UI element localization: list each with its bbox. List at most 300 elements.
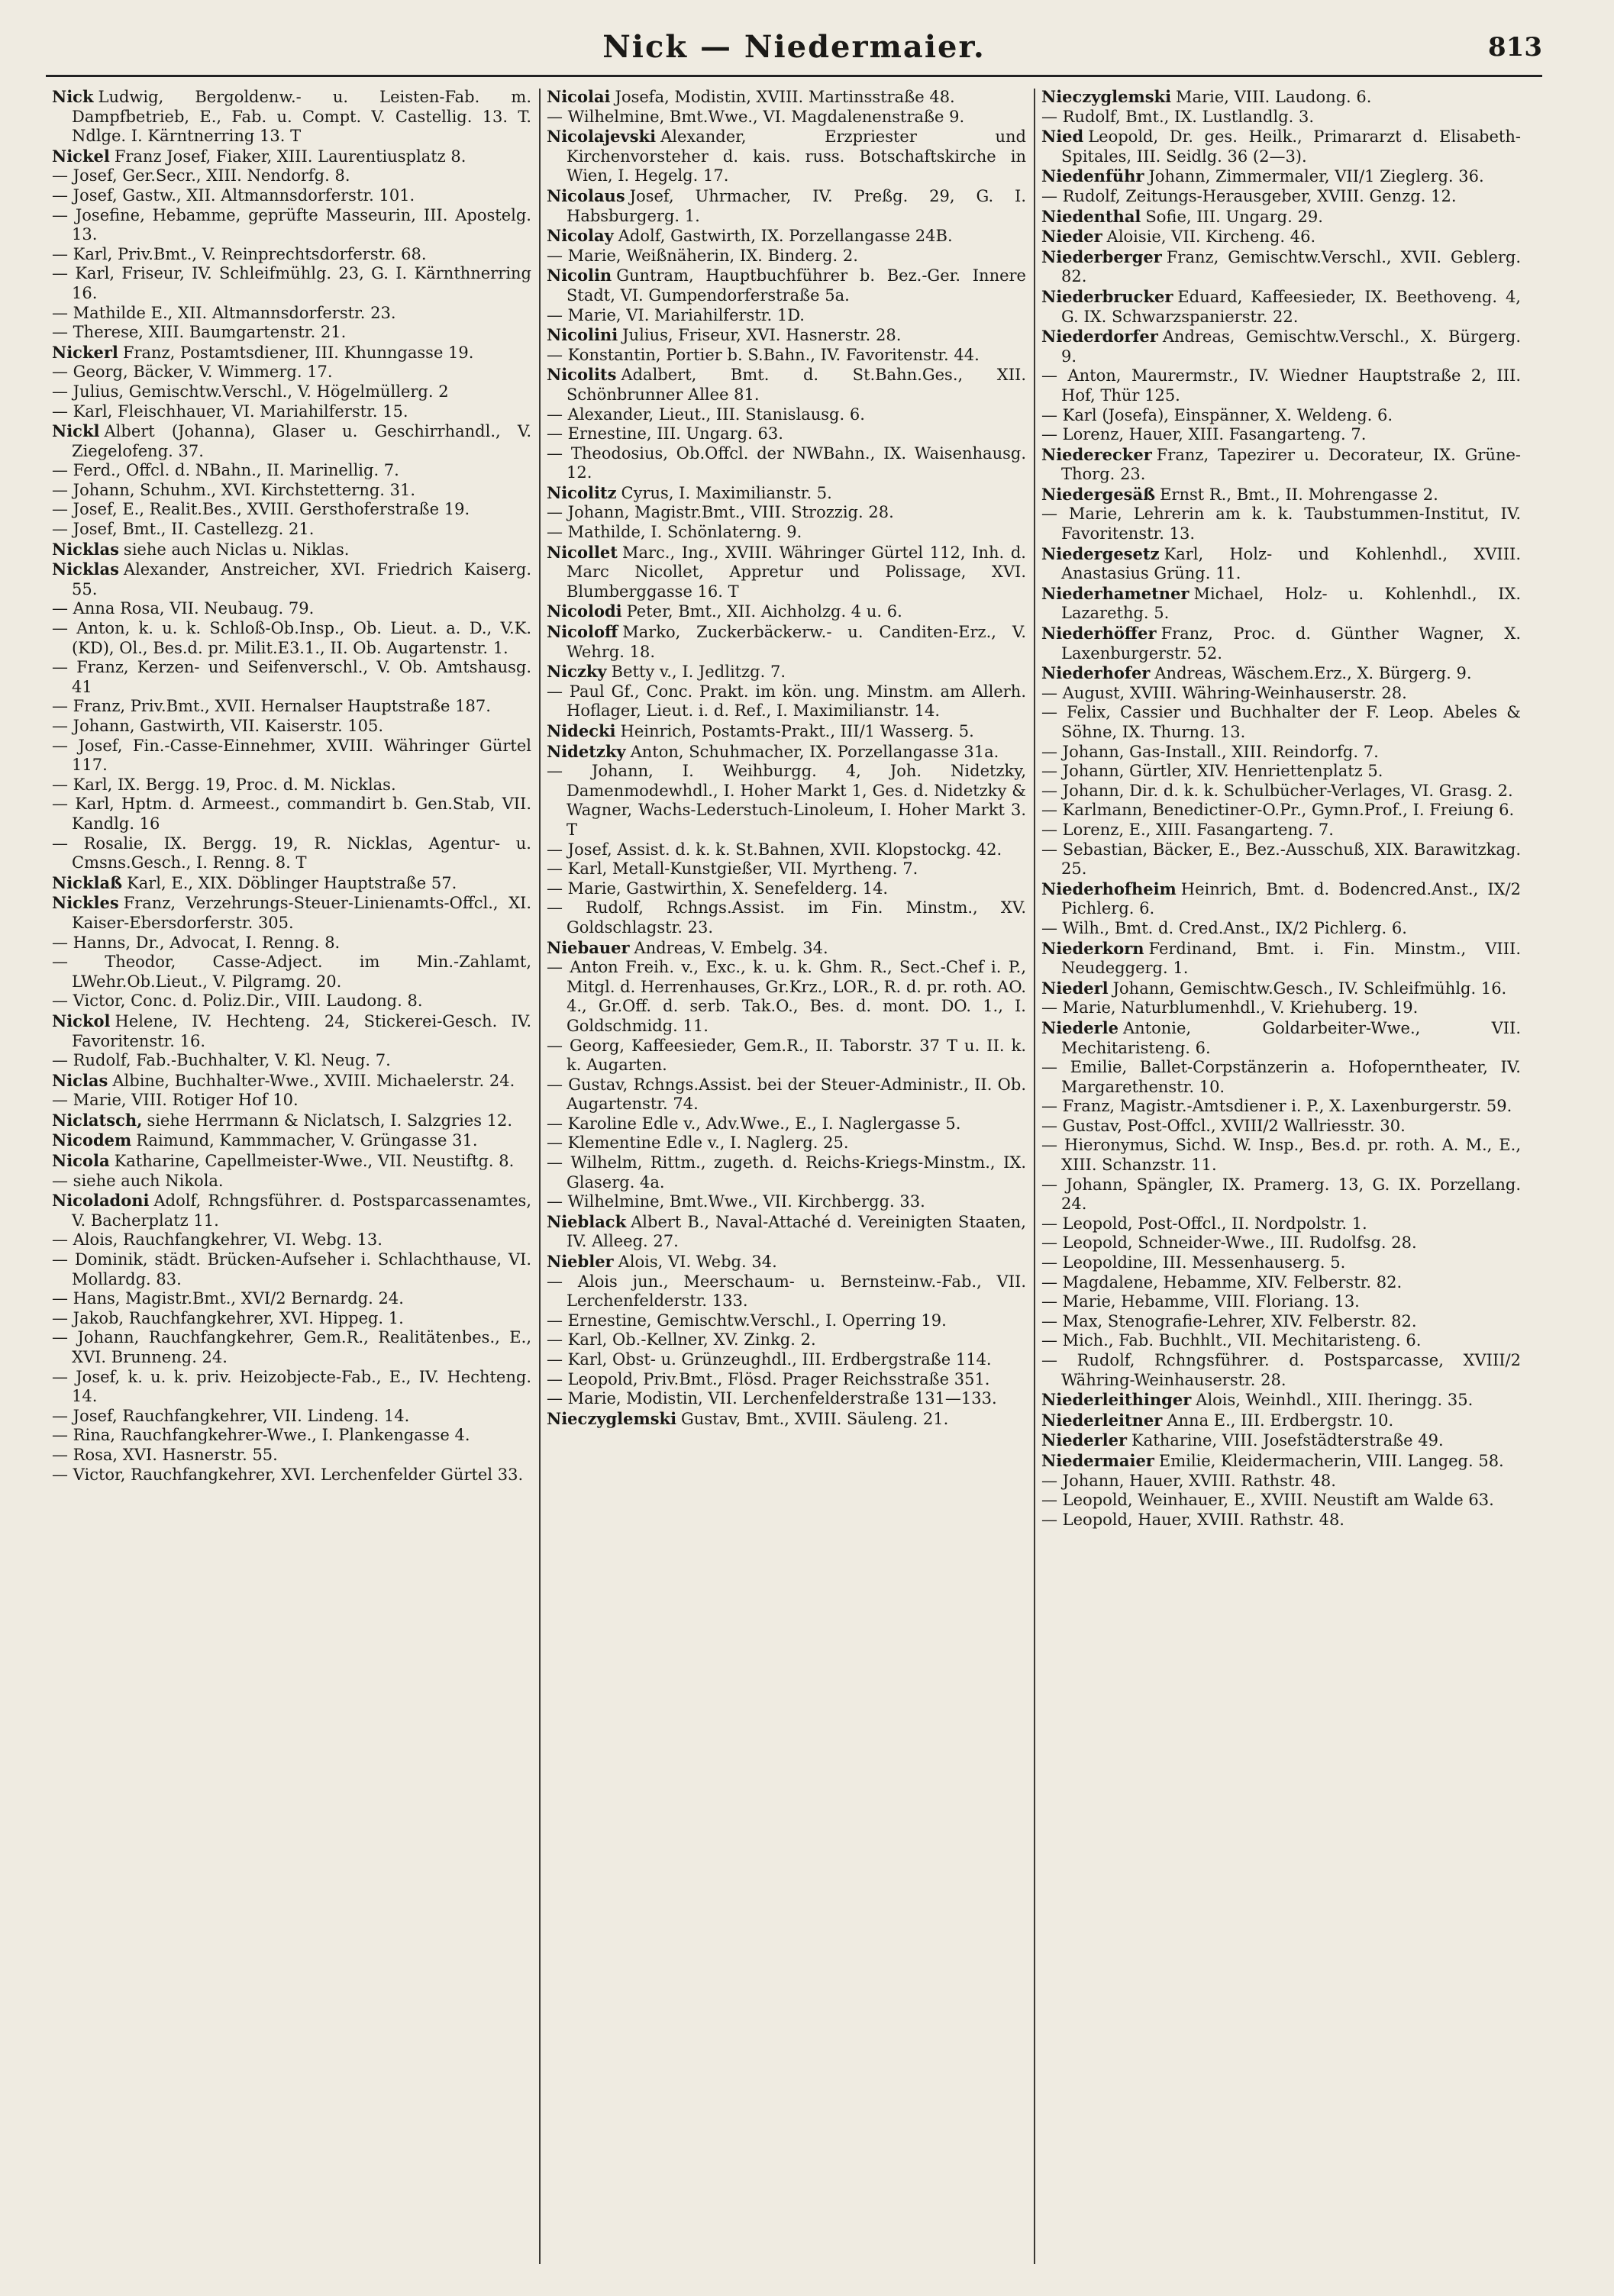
entry-details: — Theodosius, Ob.Offcl. der NWBahn., IX. Waisenhausg. 12. xyxy=(547,443,1026,482)
directory-entry xyxy=(52,599,531,619)
entry-details: siehe Herrmann & Niclatsch, I. Salzgries 12. xyxy=(147,1111,513,1130)
entry-surname: Nicolay xyxy=(547,226,614,246)
directory-entry xyxy=(52,658,531,697)
entry-details: Johann, Gemischtw.Gesch., IV. Schleifmühlg. 16. xyxy=(1112,979,1507,998)
entry-details: — Karl, Hptm. d. Armeest., commandirt b. Gen.Stab, VII. Kandlg. 16 xyxy=(52,795,531,833)
directory-entry xyxy=(1041,919,1521,939)
directory-entry xyxy=(52,1368,531,1407)
entry-details: — Marie, Hebamme, VIII. Floriang. 13. xyxy=(1041,1292,1360,1311)
entry-details: — Mathilde, I. Schönlaterng. 9. xyxy=(547,523,802,542)
entry-details: — Anna Rosa, VII. Neubaug. 79. xyxy=(52,599,315,618)
directory-entry xyxy=(1041,127,1521,166)
directory-entry xyxy=(52,87,531,147)
directory-entry xyxy=(547,266,1026,305)
entry-details: — Karl, Friseur, IV. Schleifmühlg. 23, G. I. Kärnthnerring 16. xyxy=(52,264,531,302)
entry-details: Franz, Verzehrungs-Steuer-Linienamts-Offcl., XI. Kaiser-Ebersdorferstr. 305. xyxy=(72,894,531,932)
entry-details: — Therese, XIII. Baumgartenstr. 21. xyxy=(52,323,347,342)
directory-entry xyxy=(52,363,531,382)
entry-details: — Wilh., Bmt. d. Cred.Anst., IX/2 Pichlerg. 6. xyxy=(1041,918,1407,937)
entry-details: — Karl, Fleischhauer, VI. Mariahilferstr. 15. xyxy=(52,401,408,421)
entry-details: Franz, Tapezirer u. Decorateur, IX. Grüne-Thorg. 23. xyxy=(1061,445,1521,484)
entry-surname: Nickel xyxy=(52,146,110,166)
entry-details: Heinrich, Postamts-Prakt., III/1 Wasserg. 5. xyxy=(620,722,974,740)
entry-details: Gustav, Bmt., XVIII. Säuleng. 21. xyxy=(681,1409,949,1428)
directory-entry xyxy=(52,421,531,461)
entry-details: — Marie, VIII. Rotiger Hof 10. xyxy=(52,1091,299,1110)
entry-details: — Marie, Gastwirthin, X. Senefelderg. 14. xyxy=(547,879,889,898)
directory-entry xyxy=(52,1051,531,1071)
entry-surname: Nickerl xyxy=(52,342,118,362)
entry-details: Peter, Bmt., XII. Aichholzg. 4 u. 6. xyxy=(626,602,902,621)
directory-entry xyxy=(52,737,531,776)
directory-entry xyxy=(52,1172,531,1192)
entry-details: Franz Josef, Fiaker, XIII. Laurentiusplatz 8. xyxy=(114,147,466,166)
entry-details: Heinrich, Bmt. d. Bodencred.Anst., IX/2 Pichlerg. 6. xyxy=(1061,879,1521,918)
directory-entry xyxy=(1041,998,1521,1018)
entry-details: — Emilie, Ballet-Corpstänzerin a. Hofoperntheater, IV. Margarethenstr. 10. xyxy=(1041,1058,1521,1096)
directory-entry xyxy=(1041,1273,1521,1293)
entry-details: — Marie, Lehrerin am k. k. Taubstummen-Institut, IV. Favoritenstr. 13. xyxy=(1041,505,1521,543)
directory-entry xyxy=(1041,782,1521,801)
entry-surname: Niebler xyxy=(547,1252,614,1272)
directory-entry xyxy=(547,1311,1026,1331)
directory-entry xyxy=(52,795,531,834)
entry-details: Sofie, III. Ungarg. 29. xyxy=(1145,207,1323,226)
directory-entry xyxy=(52,717,531,737)
entry-details: — Wilhelm, Rittm., zugeth. d. Reichs-Kriegs-Minstm., IX. Glaserg. 4a. xyxy=(547,1153,1026,1192)
directory-entry xyxy=(52,992,531,1011)
entry-surname: Nicollet xyxy=(547,542,618,562)
entry-surname: Niederbrucker xyxy=(1041,286,1173,306)
entry-details: — Klementine Edle v., I. Naglerg. 25. xyxy=(547,1133,849,1153)
entry-details: — Karoline Edle v., Adv.Wwe., E., I. Naglergasse 5. xyxy=(547,1114,961,1133)
entry-surname: Niedenthal xyxy=(1041,206,1141,226)
entry-details: Albert (Johanna), Glaser u. Geschirrhandl., V. Ziegelofeng. 37. xyxy=(72,422,531,460)
entry-surname: Niederecker xyxy=(1041,444,1152,464)
directory-entry xyxy=(1041,505,1521,543)
entry-surname: Niederl xyxy=(1041,978,1109,998)
directory-entry xyxy=(1041,1136,1521,1175)
entry-details: siehe auch Niclas u. Niklas. xyxy=(123,540,350,559)
column-3 xyxy=(1041,87,1521,2270)
directory-entry xyxy=(547,87,1026,108)
directory-entry xyxy=(547,306,1026,326)
entry-details: Josef, Uhrmacher, IV. Preßg. 29, G. I. Habsburgerg. 1. xyxy=(567,186,1026,225)
directory-entry xyxy=(52,1309,531,1329)
entry-surname: Nicolai xyxy=(547,87,611,106)
directory-entry xyxy=(1041,445,1521,485)
entry-details: — Victor, Conc. d. Poliz.Dir., VIII. Laudong. 8. xyxy=(52,992,423,1011)
entry-details: — Franz, Kerzen- und Seifenverschl., V. Ob. Amtshausg. 41 xyxy=(52,658,531,696)
entry-details: Adalbert, Bmt. d. St.Bahn.Ges., XII. Schönbrunner Allee 81. xyxy=(567,366,1026,404)
entry-details: — Leopold, Schneider-Wwe., III. Rudolfsg. 28. xyxy=(1041,1233,1417,1253)
entry-surname: Nickol xyxy=(52,1011,111,1030)
entry-surname: Niederhametner xyxy=(1041,583,1190,603)
entry-surname: Niclatsch, xyxy=(52,1110,143,1130)
entry-details: Franz, Postamtsdiener, III. Khunngasse 19. xyxy=(122,343,474,362)
entry-details: — Marie, Modistin, VII. Lerchenfelderstraße 131—133. xyxy=(547,1389,997,1408)
directory-entry xyxy=(1041,684,1521,704)
entry-details: — Josef, Gastw., XII. Altmannsdorferstr. 101. xyxy=(52,185,415,205)
entry-details: — Josef, Bmt., II. Castellezg. 21. xyxy=(52,520,315,539)
directory-entry xyxy=(52,402,531,422)
directory-entry xyxy=(547,543,1026,602)
entry-details: — Johann, Magistr.Bmt., VIII. Strozzig. 28. xyxy=(547,503,894,522)
directory-entry xyxy=(1041,1175,1521,1214)
entry-details: — Josef, k. u. k. priv. Heizobjecte-Fab., E., IV. Hechteng. 14. xyxy=(52,1367,531,1406)
entry-details: Josefa, Modistin, XVIII. Martinsstraße 48. xyxy=(615,88,955,106)
entry-surname: Niederleithinger xyxy=(1041,1390,1192,1410)
directory-entry xyxy=(547,186,1026,226)
entry-details: Eduard, Kaffeesieder, IX. Beethoveng. 4, G. IX. Schwarzspanierstr. 22. xyxy=(1061,287,1521,326)
entry-details: — Karl, Ob.-Kellner, XV. Zinkg. 2. xyxy=(547,1330,816,1350)
entry-details: — Theodor, Casse-Adject. im Min.-Zahlamt, LWehr.Ob.Lieut., V. Pilgramg. 20. xyxy=(52,953,531,991)
directory-entry xyxy=(547,405,1026,425)
directory-entry xyxy=(1041,762,1521,782)
directory-entry xyxy=(52,559,531,599)
entry-details: — Karl (Josefa), Einspänner, X. Weldeng. 6. xyxy=(1041,405,1393,424)
page-header xyxy=(46,29,1542,77)
entry-surname: Niclas xyxy=(52,1070,108,1090)
directory-entry xyxy=(547,682,1026,721)
entry-details: — Rudolf, Rchngs.Assist. im Fin. Minstm., XV. Goldschlagstr. 23. xyxy=(547,898,1026,937)
directory-entry xyxy=(1041,1411,1521,1431)
directory-entry xyxy=(547,622,1026,662)
entry-details: Helene, IV. Hechteng. 24, Stickerei-Gesch. IV. Favoritenstr. 16. xyxy=(72,1011,531,1050)
directory-entry xyxy=(52,1011,531,1051)
entry-details: Marc., Ing., XVIII. Währinger Gürtel 112, Inh. d. Marc Nicollet, Appretur und Polissage, XVI. Blumberggasse 16. T xyxy=(567,543,1026,601)
entry-surname: Niederdorfer xyxy=(1041,327,1158,347)
entry-surname: Nidetzky xyxy=(547,741,626,761)
entry-details: — Rosalie, IX. Bergg. 19, R. Nicklas, Agentur- u. Cmsns.Gesch., I. Renng. 8. T xyxy=(52,834,531,872)
directory-entry xyxy=(1041,87,1521,108)
directory-entry xyxy=(1041,287,1521,327)
directory-entry xyxy=(547,1192,1026,1212)
entry-details: — Konstantin, Portier b. S.Bahn., IV. Favoritenstr. 44. xyxy=(547,345,980,364)
directory-entry xyxy=(547,365,1026,405)
entry-details: Ernst R., Bmt., II. Mohrengasse 2. xyxy=(1160,485,1438,504)
entry-details: — Rosa, XVI. Hasnerstr. 55. xyxy=(52,1445,278,1464)
directory-entry xyxy=(547,346,1026,366)
entry-details: Franz, Proc. d. Günther Wagner, X. Laxenburgerstr. 52. xyxy=(1061,624,1521,663)
directory-entry xyxy=(1041,425,1521,445)
entry-details: Franz, Gemischtw.Verschl., XVII. Geblerg. 82. xyxy=(1061,247,1521,286)
entry-details: — Anton, Maurermstr., IV. Wiedner Hauptstraße 2, III. Hof, Thür 125. xyxy=(1041,366,1521,405)
entry-surname: Nied xyxy=(1041,127,1084,147)
directory-entry xyxy=(1041,939,1521,979)
entry-details: — Johann, Schuhm., XVI. Kirchstetterng. 31. xyxy=(52,480,416,499)
entry-details: — Johann, Spängler, IX. Pramerg. 13, G. IX. Porzellang. 24. xyxy=(1041,1175,1521,1214)
entry-details: — Georg, Bäcker, V. Wimmerg. 17. xyxy=(52,363,333,382)
entry-details: Adolf, Rchngsführer. d. Postsparcassenamtes, V. Bacherplatz 11. xyxy=(72,1192,531,1230)
entry-details: — Johann, I. Weihburgg. 4, Joh. Nidetzky, Damenmodewhdl., I. Hoher Markt 1, Ges. d. Nidetzky & Wagner, Wachs-Lederstuch-Linoleum, I. Hoher Markt 3. T xyxy=(547,762,1026,839)
entry-details: — Alois, Rauchfangkehrer, VI. Webg. 13. xyxy=(52,1230,383,1250)
running-head: Nick — Niedermaier. xyxy=(602,29,986,65)
directory-entry xyxy=(1041,1214,1521,1234)
entry-details: Johann, Zimmermaler, VII/1 Zieglerg. 36. xyxy=(1148,167,1484,186)
directory-entry xyxy=(547,444,1026,483)
entry-surname: Nick xyxy=(52,87,94,106)
entry-details: — Karl, Metall-Kunstgießer, VII. Myrtheng. 7. xyxy=(547,859,918,879)
directory-entry xyxy=(547,1409,1026,1430)
entry-details: Albert B., Naval-Attaché d. Vereinigten Staaten, IV. Alleeg. 27. xyxy=(567,1212,1026,1251)
directory-entry xyxy=(547,1133,1026,1153)
entry-details: Leopold, Dr. ges. Heilk., Primararzt d. Elisabeth-Spitales, III. Seidlg. 36 (2—3). xyxy=(1061,127,1521,166)
entry-details: — Mich., Fab. Buchhlt., VII. Mechitaristeng. 6. xyxy=(1041,1331,1422,1350)
directory-entry xyxy=(547,1153,1026,1192)
directory-entry xyxy=(1041,624,1521,663)
entry-surname: Nicklas xyxy=(52,559,119,579)
entry-details: — Johann, Dir. d. k. k. Schulbücher-Verlages, VI. Grasg. 2. xyxy=(1041,781,1513,800)
directory-entry xyxy=(1041,1312,1521,1332)
entry-surname: Nicolajevski xyxy=(547,127,657,147)
directory-entry xyxy=(52,1111,531,1131)
column-divider xyxy=(539,89,541,2264)
entry-details: — Leopoldine, III. Messenhauserg. 5. xyxy=(1041,1253,1346,1272)
directory-entry xyxy=(52,934,531,953)
directory-entry xyxy=(547,1212,1026,1252)
entry-details: — Rina, Rauchfangkehrer-Wwe., I. Plankengasse 4. xyxy=(52,1426,470,1445)
entry-details: — Julius, Gemischtw.Verschl., V. Högelmüllerg. 2 xyxy=(52,382,449,401)
page-number: 813 xyxy=(1488,32,1542,63)
directory-entry xyxy=(1041,743,1521,763)
entry-details: — Leopold, Hauer, XVIII. Rathstr. 48. xyxy=(1041,1510,1344,1529)
directory-entry xyxy=(52,264,531,303)
entry-details: — Karlmann, Benedictiner-O.Pr., Gymn.Prof., I. Freiung 6. xyxy=(1041,801,1515,820)
entry-details: — Josef, Fin.-Casse-Einnehmer, XVIII. Währinger Gürtel 117. xyxy=(52,736,531,775)
directory-entry xyxy=(1041,1253,1521,1273)
entry-details: Alexander, Anstreicher, XVI. Friedrich Kaiserg. 55. xyxy=(72,560,531,598)
entry-surname: Nicodem xyxy=(52,1130,132,1150)
directory-entry xyxy=(1041,663,1521,684)
entry-details: Anna E., III. Erdbergstr. 10. xyxy=(1167,1411,1394,1430)
entry-surname: Nicklaß xyxy=(52,872,123,892)
entry-details: Aloisie, VII. Kircheng. 46. xyxy=(1106,227,1316,247)
directory-entry xyxy=(1041,1058,1521,1097)
entry-details: — Rudolf, Bmt., IX. Lustlandlg. 3. xyxy=(1041,107,1315,126)
entry-details: — Hans, Magistr.Bmt., XVI/2 Bernardg. 24. xyxy=(52,1289,404,1308)
entry-details: — Karl, Priv.Bmt., V. Reinprechtsdorferstr. 68. xyxy=(52,244,427,263)
directory-entry xyxy=(547,1272,1026,1311)
directory-entry xyxy=(1041,1491,1521,1511)
entry-details: Raimund, Kammmacher, V. Grüngasse 31. xyxy=(136,1131,478,1150)
directory-entry xyxy=(52,540,531,560)
entry-details: — Jakob, Rauchfangkehrer, XVI. Hippeg. 1. xyxy=(52,1308,404,1327)
directory-entry xyxy=(1041,703,1521,742)
directory-entry xyxy=(52,481,531,501)
entry-surname: Nicolitz xyxy=(547,482,617,502)
entry-surname: Niedergesäß xyxy=(1041,484,1156,504)
directory-entry xyxy=(1041,1097,1521,1117)
entry-details: — Johann, Gürtler, XIV. Henriettenplatz 5. xyxy=(1041,762,1383,781)
entry-details: Adolf, Gastwirth, IX. Porzellangasse 24B. xyxy=(618,227,953,246)
entry-surname: Niederleitner xyxy=(1041,1410,1163,1430)
directory-entry xyxy=(52,206,531,245)
directory-entry xyxy=(52,873,531,894)
entry-surname: Niederberger xyxy=(1041,247,1162,266)
entry-details: — Johann, Gastwirth, VII. Kaiserstr. 105. xyxy=(52,717,384,735)
entry-surname: Niederhofer xyxy=(1041,663,1151,683)
directory-entry xyxy=(52,461,531,481)
directory-entry xyxy=(52,323,531,343)
entry-details: — Wilhelmine, Bmt.Wwe., VI. Magdalenenstraße 9. xyxy=(547,107,965,126)
entry-surname: Niederhofheim xyxy=(1041,879,1177,898)
entry-surname: Niczky xyxy=(547,662,607,682)
entry-details: — Ernestine, III. Ungarg. 63. xyxy=(547,424,783,443)
directory-entry xyxy=(1041,1472,1521,1491)
entry-surname: Niederle xyxy=(1041,1017,1119,1037)
directory-entry xyxy=(1041,247,1521,287)
directory-entry xyxy=(1041,801,1521,821)
entry-details: Andreas, Wäschem.Erz., X. Bürgerg. 9. xyxy=(1154,664,1472,683)
directory-entry xyxy=(1041,406,1521,426)
directory-entry xyxy=(1041,979,1521,999)
entry-details: Alexander, Erzpriester und Kirchenvorsteher d. kais. russ. Botschaftskirche in Wien, I. Hegelg. 17. xyxy=(567,127,1026,185)
entry-details: Marie, VIII. Laudong. 6. xyxy=(1176,88,1372,106)
directory-entry xyxy=(52,304,531,324)
entry-surname: Niederhöffer xyxy=(1041,624,1157,643)
directory-entry xyxy=(547,742,1026,763)
entry-details: Ludwig, Bergoldenw.- u. Leisten-Fab. m. Dampfbetrieb, E., Fab. u. Compt. V. Castellig. 13. T. Ndlge. I. Kärntnerring 13. T xyxy=(72,88,531,146)
directory-entry xyxy=(52,382,531,402)
directory-entry xyxy=(547,523,1026,543)
entry-details: — August, XVIII. Währing-Weinhauserstr. 28. xyxy=(1041,683,1407,702)
directory-entry xyxy=(1041,1117,1521,1137)
directory-entry xyxy=(52,1230,531,1250)
entry-surname: Nieczyglemski xyxy=(1041,87,1172,106)
directory-entry xyxy=(52,1466,531,1485)
entry-surname: Nicoladoni xyxy=(52,1191,150,1211)
entry-details: Ferdinand, Bmt. i. Fin. Minstm., VIII. Neudeggerg. 1. xyxy=(1061,939,1521,978)
entry-details: Betty v., I. Jedlitzg. 7. xyxy=(611,663,786,682)
directory-entry xyxy=(1041,366,1521,405)
entry-surname: Niedenführ xyxy=(1041,166,1144,186)
entry-details: Marko, Zuckerbäckerw.- u. Canditen-Erz., V. Wehrg. 18. xyxy=(567,623,1026,661)
column-2 xyxy=(547,87,1026,2270)
entry-surname: Nicolini xyxy=(547,325,618,345)
entry-surname: Niederler xyxy=(1041,1430,1128,1450)
entry-details: — Josef, E., Realit.Bes., XVIII. Gersthoferstraße 19. xyxy=(52,500,470,519)
entry-details: — Felix, Cassier und Buchhalter der F. Leop. Abeles & Söhne, IX. Thurng. 13. xyxy=(1041,703,1521,741)
entry-details: — Gustav, Rchngs.Assist. bei der Steuer-Administr., II. Ob. Augartenstr. 74. xyxy=(547,1075,1026,1114)
directory-entry xyxy=(1041,1390,1521,1411)
entry-details: — Alois jun., Meerschaum- u. Bernsteinw.-Fab., VII. Lerchenfelderstr. 133. xyxy=(547,1272,1026,1311)
entry-surname: Nickl xyxy=(52,421,100,441)
entry-details: Anton, Schuhmacher, IX. Porzellangasse 31a. xyxy=(630,742,999,761)
entry-details: — Max, Stenografie-Lehrer, XIV. Felberstr. 82. xyxy=(1041,1311,1417,1330)
directory-entry xyxy=(547,1389,1026,1409)
entry-details: Cyrus, I. Maximilianstr. 5. xyxy=(621,483,832,502)
directory-entry xyxy=(52,520,531,540)
directory-entry xyxy=(547,1330,1026,1350)
directory-entry xyxy=(547,108,1026,127)
entry-surname: Nicklas xyxy=(52,539,119,559)
entry-details: Katharine, Capellmeister-Wwe., VII. Neustiftg. 8. xyxy=(114,1152,515,1171)
directory-entry xyxy=(1041,1233,1521,1253)
directory-entry xyxy=(1041,584,1521,624)
entry-surname: Nicoloff xyxy=(547,622,618,642)
directory-entry xyxy=(52,1446,531,1466)
entry-details: — Sebastian, Bäcker, E., Bez.-Ausschuß, XIX. Barawitzkag. 25. xyxy=(1041,840,1521,879)
entry-surname: Nickles xyxy=(52,893,119,913)
directory-entry xyxy=(547,662,1026,682)
entry-surname: Nicolin xyxy=(547,266,612,285)
entry-details: — Franz, Priv.Bmt., XVII. Hernalser Hauptstraße 187. xyxy=(52,697,491,716)
directory-entry xyxy=(52,893,531,933)
entry-details: — Lorenz, E., XIII. Fasangarteng. 7. xyxy=(1041,820,1334,839)
directory-entry xyxy=(1041,187,1521,207)
directory-entry xyxy=(547,840,1026,860)
entry-details: — Anton, k. u. k. Schloß-Ob.Insp., Ob. Lieut. a. D., V.K. (KD), Ol., Bes.d. pr. Milit.E3.1., II. Ob. Augartenstr. 1. xyxy=(52,619,531,657)
directory-entry xyxy=(1041,879,1521,919)
directory-entry xyxy=(547,226,1026,247)
directory-entry xyxy=(52,186,531,206)
entry-details: — Josef, Assist. d. k. k. St.Bahnen, XVII. Klopstockg. 42. xyxy=(547,840,1002,859)
directory-entry xyxy=(52,500,531,520)
entry-details: — Lorenz, Hauer, XIII. Fasangarteng. 7. xyxy=(1041,425,1367,444)
directory-entry xyxy=(52,1407,531,1427)
directory-entry xyxy=(52,245,531,265)
entry-details: — Johann, Rauchfangkehrer, Gem.R., Realitätenbes., E., XVI. Brunneng. 24. xyxy=(52,1328,531,1366)
directory-entry xyxy=(547,762,1026,840)
directory-entry xyxy=(547,1075,1026,1114)
entry-surname: Nidecki xyxy=(547,721,616,740)
directory-entry xyxy=(1041,327,1521,366)
entry-details: Katharine, VIII. Josefstädterstraße 49. xyxy=(1131,1431,1444,1450)
entry-details: Antonie, Goldarbeiter-Wwe., VII. Mechitaristeng. 6. xyxy=(1061,1018,1521,1057)
directory-entry xyxy=(547,879,1026,899)
entry-details: — Marie, Weißnäherin, IX. Binderg. 2. xyxy=(547,246,858,265)
entry-details: — Leopold, Post-Offcl., II. Nordpolstr. 1. xyxy=(1041,1214,1367,1233)
entry-details: — Marie, VI. Mariahilferstr. 1D. xyxy=(547,305,805,324)
entry-details: — Paul Gf., Conc. Prakt. im kön. ung. Minstm. am Allerh. Hoflager, Lieut. i. d. Ref., I. Maximilianstr. 14. xyxy=(547,682,1026,721)
column-1 xyxy=(52,87,531,2270)
entry-details: — Karl, IX. Bergg. 19, Proc. d. M. Nicklas. xyxy=(52,775,396,794)
entry-details: — Ferd., Offcl. d. NBahn., II. Marinellig. 7. xyxy=(52,461,399,480)
directory-entry xyxy=(1041,1430,1521,1451)
directory-entry xyxy=(52,1426,531,1446)
directory-entry xyxy=(52,1071,531,1092)
directory-entry xyxy=(1041,227,1521,247)
entry-details: — Alexander, Lieut., III. Stanislausg. 6. xyxy=(547,405,865,424)
directory-entry xyxy=(1041,1351,1521,1390)
entry-details: Alois, VI. Webg. 34. xyxy=(618,1253,777,1272)
entry-details: — Rudolf, Zeitungs-Herausgeber, XVIII. Genzg. 12. xyxy=(1041,186,1457,205)
directory-entry xyxy=(52,1191,531,1230)
directory-entry xyxy=(547,958,1026,1036)
directory-entry xyxy=(1041,840,1521,879)
entry-details: — Leopold, Priv.Bmt., Flösd. Prager Reichsstraße 351. xyxy=(547,1369,990,1388)
entry-surname: Nieder xyxy=(1041,227,1102,247)
entry-details: — Marie, Naturblumenhdl., V. Kriehuberg. 19. xyxy=(1041,998,1419,1017)
entry-details: Emilie, Kleidermacherin, VIII. Langeg. 58. xyxy=(1158,1451,1504,1470)
entry-surname: Niederkorn xyxy=(1041,938,1144,958)
directory-entry xyxy=(1041,1331,1521,1351)
entry-details: Karl, E., XIX. Döblinger Hauptstraße 57. xyxy=(127,873,457,892)
directory-entry xyxy=(52,343,531,363)
directory-entry xyxy=(1041,821,1521,840)
entry-details: — Victor, Rauchfangkehrer, XVI. Lerchenfelder Gürtel 33. xyxy=(52,1465,524,1484)
directory-entry xyxy=(547,1370,1026,1390)
entry-details: — Ernestine, Gemischtw.Verschl., I. Operring 19. xyxy=(547,1311,947,1330)
entry-details: — Josef, Ger.Secr., XIII. Nendorfg. 8. xyxy=(52,166,350,185)
directory-entry xyxy=(52,619,531,658)
directory-entry xyxy=(52,147,531,167)
directory-entry xyxy=(1041,108,1521,127)
entry-surname: Niedergesetz xyxy=(1041,543,1160,563)
entry-details: — Josef, Rauchfangkehrer, VII. Lindeng. 14. xyxy=(52,1406,410,1425)
directory-entry xyxy=(547,1114,1026,1134)
